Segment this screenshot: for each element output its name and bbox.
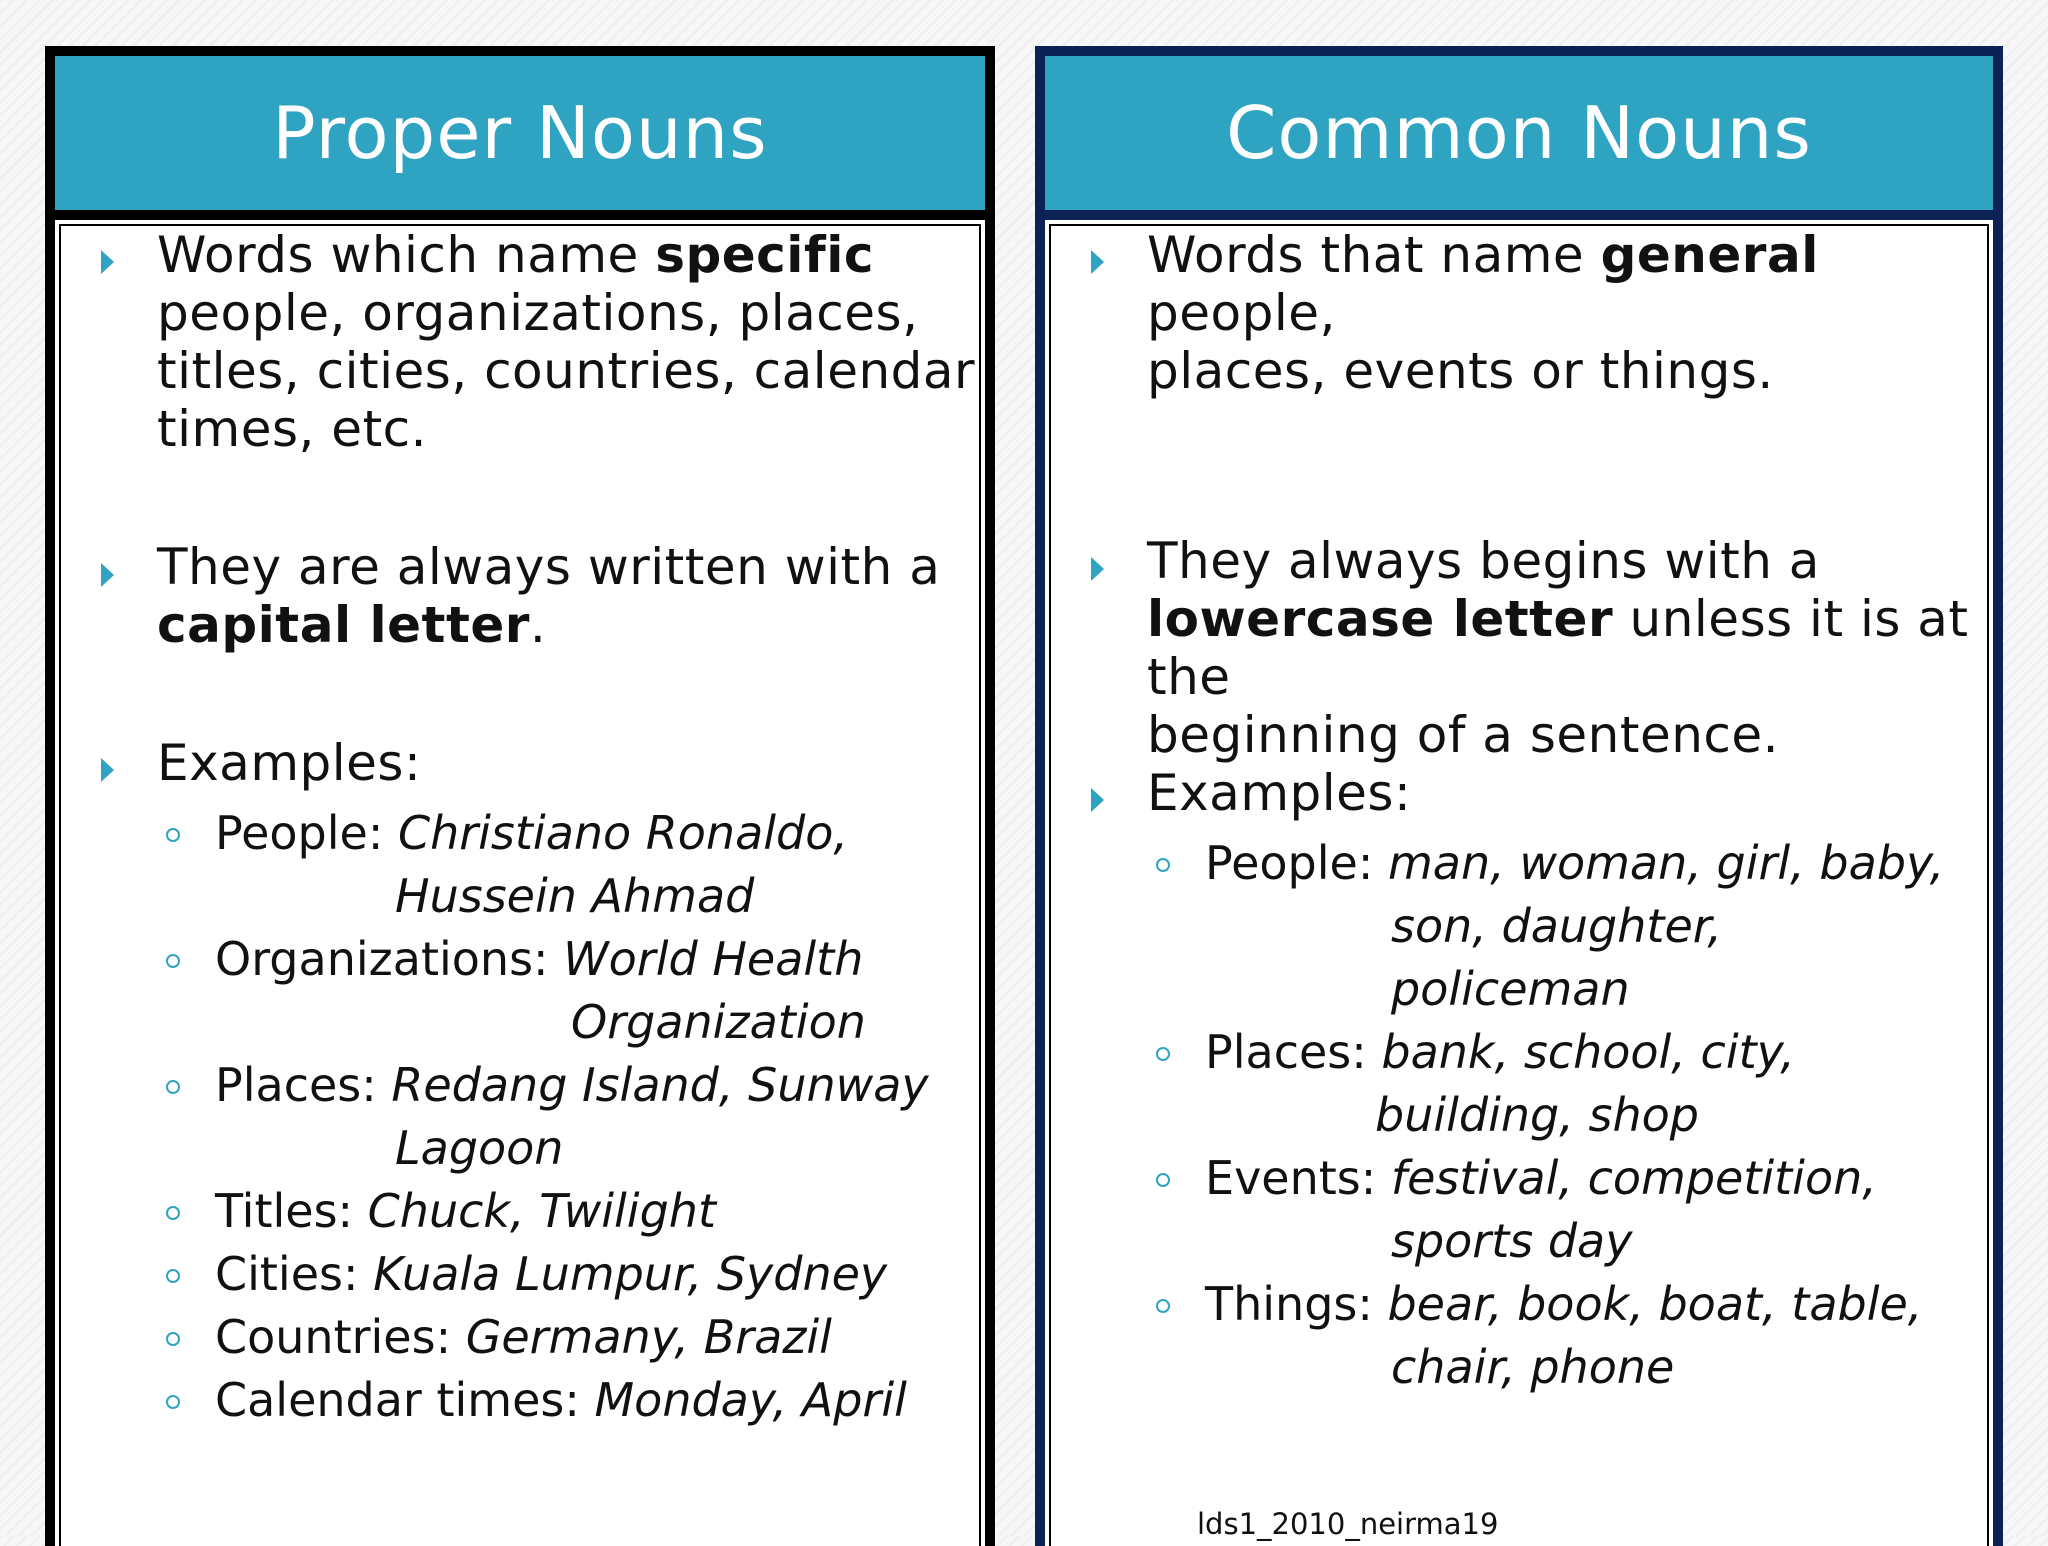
proper-example-cities: Cities: Kuala Lumpur, Sydney (215, 1247, 888, 1301)
proper-nouns-title: Proper Nouns (55, 56, 985, 210)
common-example-things-cont: chair, phone (1391, 1340, 1675, 1394)
proper-nouns-body (55, 220, 985, 1546)
ring-bullet-icon (166, 1395, 180, 1409)
common-nouns-body (1045, 220, 1993, 1546)
common-example-things: Things: bear, book, boat, table, (1205, 1277, 1923, 1331)
proper-example-titles: Titles: Chuck, Twilight (215, 1184, 716, 1238)
proper-example-organizations-cont: Organization (571, 995, 866, 1049)
ring-bullet-icon (166, 1269, 180, 1283)
proper-example-places-cont: Lagoon (395, 1121, 564, 1175)
common-nouns-title: Common Nouns (1045, 56, 1993, 210)
proper-example-calendar-times: Calendar times: Monday, April (215, 1373, 907, 1427)
credit-text: lds1_2010_neirma19 (1197, 1507, 1499, 1541)
ring-bullet-icon (1156, 858, 1170, 872)
common-example-places: Places: bank, school, city, (1205, 1025, 1795, 1079)
common-definition: Words that name general people, places, events or things. (1147, 226, 1819, 400)
common-lowercase-rule: They always begins with a lowercase letter unless it is at the beginning of a sentence. (1147, 532, 1969, 764)
common-examples-label: Examples: (1147, 764, 1412, 822)
common-example-people-cont2: policeman (1391, 962, 1630, 1016)
ring-bullet-icon (166, 954, 180, 968)
proper-examples-label: Examples: (157, 734, 422, 792)
proper-example-countries: Countries: Germany, Brazil (215, 1310, 832, 1364)
arrow-bullet-icon (1091, 557, 1104, 581)
ring-bullet-icon (166, 1080, 180, 1094)
proper-example-people: People: Christiano Ronaldo, (215, 806, 849, 860)
arrow-bullet-icon (1091, 788, 1104, 812)
ring-bullet-icon (166, 1332, 180, 1346)
common-example-places-cont: building, shop (1375, 1088, 1699, 1142)
arrow-bullet-icon (1091, 250, 1104, 274)
ring-bullet-icon (166, 828, 180, 842)
proper-nouns-panel (45, 46, 995, 1546)
ring-bullet-icon (1156, 1173, 1170, 1187)
common-example-people-cont: son, daughter, (1391, 899, 1723, 953)
arrow-bullet-icon (101, 563, 114, 587)
common-nouns-panel (1035, 46, 2003, 1546)
common-example-events-cont: sports day (1391, 1214, 1633, 1268)
proper-definition: Words which name specific people, organizations, places, titles, cities, countries, calendar times, etc. (157, 226, 976, 458)
proper-example-people-cont: Hussein Ahmad (395, 869, 755, 923)
proper-capitalization-rule: They are always written with a capital letter. (157, 538, 941, 654)
ring-bullet-icon (1156, 1047, 1170, 1061)
ring-bullet-icon (166, 1206, 180, 1220)
common-example-events: Events: festival, competition, (1205, 1151, 1877, 1205)
common-example-people: People: man, woman, girl, baby, (1205, 836, 1945, 890)
arrow-bullet-icon (101, 250, 114, 274)
proper-example-places: Places: Redang Island, Sunway (215, 1058, 929, 1112)
arrow-bullet-icon (101, 758, 114, 782)
ring-bullet-icon (1156, 1299, 1170, 1313)
proper-example-organizations: Organizations: World Health (215, 932, 864, 986)
